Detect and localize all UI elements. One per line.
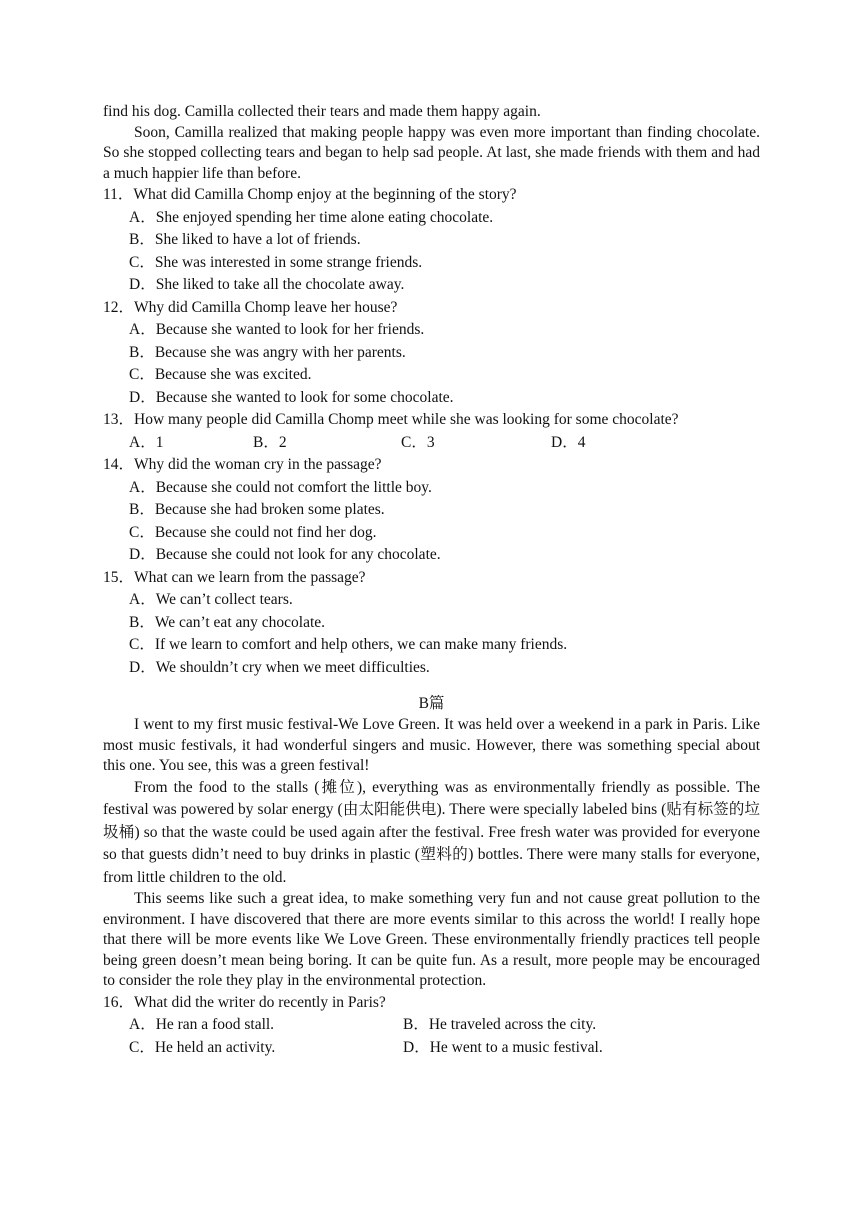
- option-c: C．He held an activity.: [129, 1038, 276, 1056]
- option-a: A．1: [129, 433, 164, 451]
- option-b: B．Because she had broken some plates.: [129, 501, 385, 518]
- options-row: [129, 1037, 760, 1060]
- passage-a-paragraph-2: Soon, Camilla realized that making people happy was even more important than finding chocolate. So she stopped collecting tears and began to help sad people. At last, she made friends with them and had a much happier life than before.: [103, 123, 760, 182]
- passage-b-paragraph-1: I went to my first music festival-We Love Green. It was held over a weekend in a park in Paris. Like most music festivals, it had wonderful singers and music. However, there was something special about this one. You see, this was a green festival!: [103, 716, 760, 774]
- options-row: [129, 432, 760, 455]
- passage-a-paragraph-1: find his dog. Camilla collected their tears and made them happy again.: [103, 103, 541, 120]
- option-c: C．She was interested in some strange friends.: [129, 253, 423, 271]
- option-c: C．3: [401, 433, 435, 451]
- option-a: A．We can’t collect tears.: [129, 591, 293, 608]
- question-stem: 16．What did the writer do recently in Paris?: [103, 993, 386, 1011]
- option-d: D．4: [551, 433, 586, 451]
- option-b: B．Because she was angry with her parents.: [129, 343, 406, 361]
- passage-b-paragraph-3: This seems like such a great idea, to make something very fun and not cause great pollution to the environment. I have discovered that there are more events similar to this across the world! I really hope that there will be more events like We Love Green. These environmentally friendly practices tell people being green doesn’t mean being boring. It can be quite fun. As a result, more people may be encouraged to consider the role they play in the environmental protection.: [103, 890, 760, 989]
- option-a: A．Because she wanted to look for her friends.: [129, 321, 425, 338]
- option-a: A．Because she could not comfort the little boy.: [129, 478, 432, 496]
- question-stem: 14．Why did the woman cry in the passage?: [103, 456, 382, 473]
- passage-b-paragraph-2: From the food to the stalls (摊位), everything was as environmentally friendly as possible. The festival was powered by solar energy (由太阳能供电). There were specially labeled bins (贴有标签的垃圾桶) so that the waste could be used again after the festival. Free fresh water was provided for everyone so that guests didn’t need to buy drinks in plastic (塑料的) bottles. There were many stalls for everyone, from little children to the old.: [103, 778, 760, 886]
- option-b: B．He traveled across the city.: [403, 1016, 597, 1033]
- question-12: [103, 297, 760, 410]
- option-a: A．He ran a food stall.: [129, 1016, 275, 1033]
- question-stem: 13．How many people did Camilla Chomp meet while she was looking for some chocolate?: [103, 411, 679, 428]
- question-14: [103, 454, 760, 567]
- option-b: B．We can’t eat any chocolate.: [129, 613, 326, 631]
- option-d: D．She liked to take all the chocolate away.: [129, 276, 405, 293]
- section-title-b: B篇: [418, 695, 445, 712]
- question-13: [103, 409, 760, 454]
- options-row: [129, 1014, 760, 1037]
- option-d: D．Because she wanted to look for some chocolate.: [129, 388, 454, 406]
- question-11: [103, 184, 760, 297]
- question-16: [103, 992, 760, 1060]
- option-d: D．We shouldn’t cry when we meet difficulties.: [129, 658, 430, 676]
- option-b: B．2: [253, 433, 287, 451]
- question-stem: 15．What can we learn from the passage?: [103, 568, 366, 586]
- option-c: C．If we learn to comfort and help others, we can make many friends.: [129, 636, 568, 653]
- option-a: A．She enjoyed spending her time alone eating chocolate.: [129, 208, 494, 226]
- option-d: D．Because she could not look for any chocolate.: [129, 546, 441, 563]
- question-stem: 11．What did Camilla Chomp enjoy at the beginning of the story?: [103, 186, 517, 203]
- option-d: D．He went to a music festival.: [403, 1038, 603, 1056]
- document-page: [103, 102, 760, 1059]
- option-c: C．Because she was excited.: [129, 366, 312, 383]
- question-stem: 12．Why did Camilla Chomp leave her house?: [103, 298, 398, 316]
- option-b: B．She liked to have a lot of friends.: [129, 231, 361, 248]
- option-c: C．Because she could not find her dog.: [129, 523, 377, 541]
- question-15: [103, 567, 760, 680]
